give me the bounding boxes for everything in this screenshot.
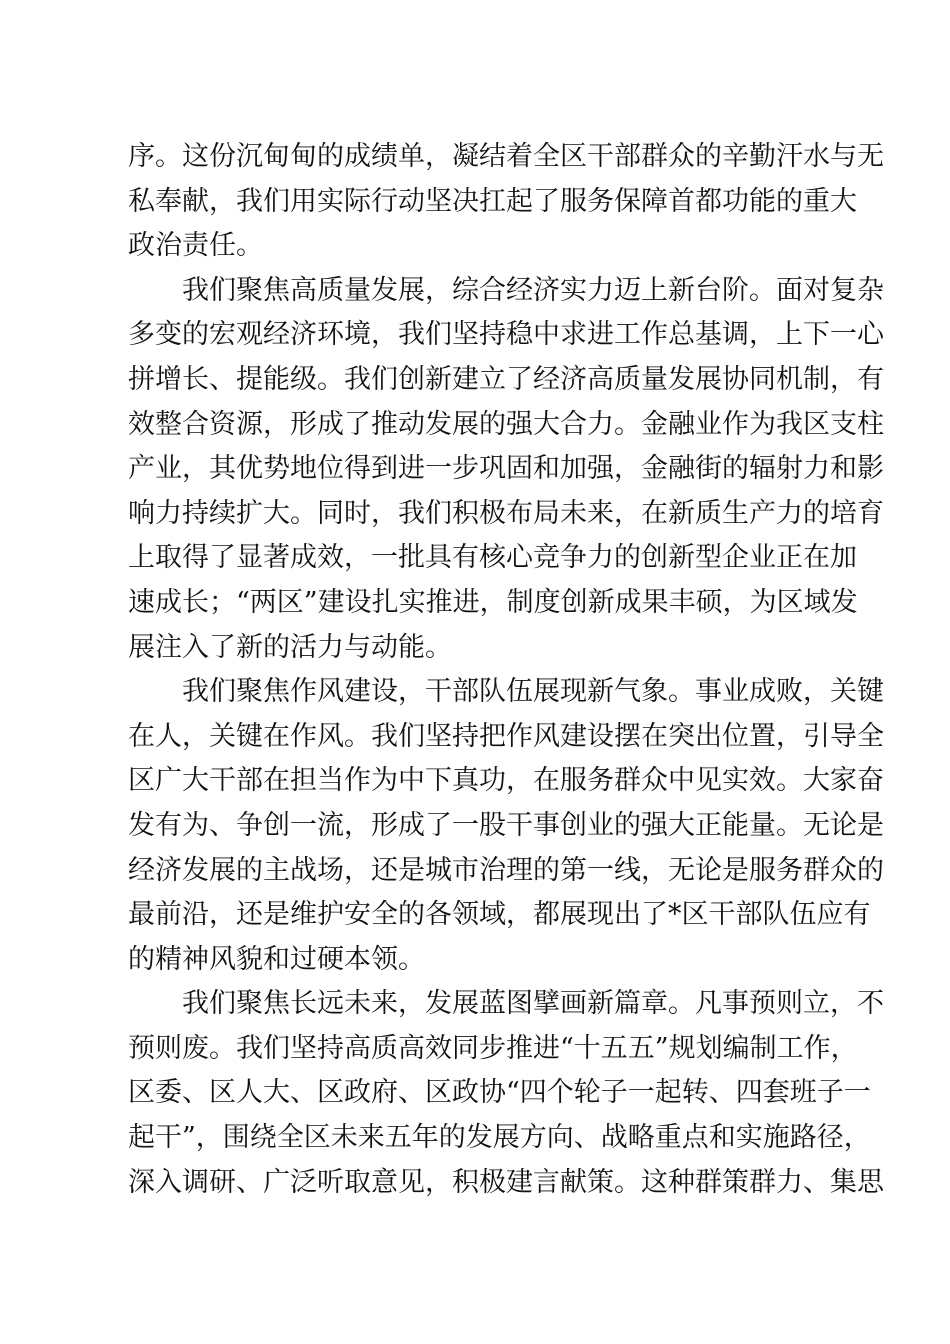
- paragraph: [128, 135, 884, 269]
- text-line: 私奉献，我们用实际行动坚决扛起了服务保障首都功能的重大: [128, 185, 857, 217]
- text-line: 我们聚焦高质量发展，综合经济实力迈上新台阶。面对复杂: [182, 274, 884, 306]
- text-line: 区广大干部在担当作为中下真功，在服务群众中见实效。大家奋: [128, 765, 884, 797]
- text-line: 上取得了显著成效，一批具有核心竞争力的创新型企业正在加: [128, 542, 857, 574]
- text-line: 发有为、争创一流，形成了一股干事创业的强大正能量。无论是: [128, 809, 884, 841]
- text-line: 序。这份沉甸甸的成绩单，凝结着全区干部群众的辛勤汗水与无: [128, 141, 884, 172]
- text-line: 速成长；“两区”建设扎实推进，制度创新成果丰硕，为区域发: [128, 586, 858, 618]
- paragraph: [128, 269, 884, 670]
- text-line: 我们聚焦作风建设，干部队伍展现新气象。事业成败，关键: [182, 676, 884, 708]
- text-line: 展注入了新的活力与动能。: [128, 631, 452, 663]
- text-line: 拼增长、提能级。我们创新建立了经济高质量发展协同机制，有: [128, 363, 884, 395]
- document-page: [128, 135, 884, 1205]
- text-line: 区委、区人大、区政府、区政协“四个轮子一起转、四套班子一: [128, 1077, 871, 1109]
- text-line: 最前沿，还是维护安全的各领域，都展现出了*区干部队伍应有: [128, 899, 871, 931]
- text-line: 政治责任。: [128, 230, 263, 262]
- text-line: 在人，关键在作风。我们坚持把作风建设摆在突出位置，引导全: [128, 720, 884, 752]
- text-line: 响力持续扩大。同时，我们积极布局未来，在新质生产力的培育: [128, 497, 884, 529]
- text-line: 起干”，围绕全区未来五年的发展方向、战略重点和实施路径，: [128, 1122, 871, 1154]
- paragraph: [128, 670, 884, 982]
- text-line: 效整合资源，形成了推动发展的强大合力。金融业作为我区支柱: [128, 408, 884, 440]
- text-line: 的精神风貌和过硬本领。: [128, 943, 425, 975]
- text-line: 深入调研、广泛听取意见，积极建言献策。这种群策群力、集思: [128, 1166, 884, 1198]
- paragraph: [128, 982, 884, 1205]
- text-line: 预则废。我们坚持高质高效同步推进“十五五”规划编制工作，: [128, 1032, 858, 1064]
- text-line: 产业，其优势地位得到进一步巩固和加强，金融街的辐射力和影: [128, 453, 884, 485]
- text-line: 多变的宏观经济环境，我们坚持稳中求进工作总基调，上下一心: [128, 319, 884, 351]
- text-line: 经济发展的主战场，还是城市治理的第一线，无论是服务群众的: [128, 854, 884, 886]
- text-line: 我们聚焦长远未来，发展蓝图擘画新篇章。凡事预则立，不: [182, 988, 884, 1020]
